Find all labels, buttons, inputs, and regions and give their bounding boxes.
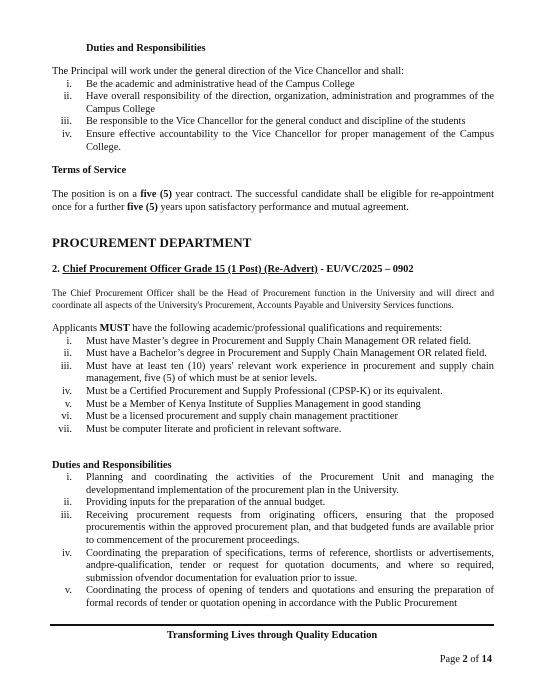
terms-paragraph: The position is on a five (5) year contract. The successful candidate shall be eligible for re-appointment once for a further five (5) years upon satisfactory performance and mutual agreement. — [52, 189, 495, 213]
job-description: The Chief Procurement Officer shall be the Head of Procurement function in the University and will direct and coordinate all aspects of the University's Procurement, Accounts Payable and University Services functions. — [52, 289, 494, 311]
footer-motto: Transforming Lives through Quality Education — [166, 630, 378, 641]
list-item: vi. Must be a licensed procurement and supply chain management practitioner — [61, 411, 398, 423]
list-item: ii. Must have a Bachelor’s degree in Procurement and Supply Chain Management OR related field. — [63, 348, 487, 360]
department-heading: PROCUREMENT DEPARTMENT — [52, 235, 252, 250]
principal-duties-heading: Duties and Responsibilities — [86, 43, 206, 54]
job-duties-heading: Duties and Responsibilities — [52, 460, 172, 471]
list-item: ii. Have overall responsibility of the direction, organization, administration and programmes of the Campus College — [63, 91, 494, 115]
list-item: iii. Be responsible to the Vice Chancellor for the general conduct and discipline of the students — [60, 116, 466, 128]
page-number: Page 2 of 14 — [439, 654, 492, 665]
job-title: 2. Chief Procurement Officer Grade 15 (1 Post) (Re-Advert) - EU/VC/2025 – 0902 — [52, 264, 414, 275]
principal-intro: The Principal will work under the general direction of the Vice Chancellor and shall: — [52, 66, 405, 77]
job-duties-list — [52, 472, 494, 611]
list-item: i. Must have Master’s degree in Procurement and Supply Chain Management OR related field. — [66, 335, 472, 347]
principal-duties-list — [52, 79, 494, 155]
list-item: v. Coordinating the process of opening of tenders and quotations and ensuring the preparation of formal records of tender or quotation opening in accordance with the Public Procurement — [64, 585, 494, 609]
list-item: iv. Coordinating the preparation of specifications, terms of reference, shortlists or advertisements, andpre-qualification, tender or request for quotation documents, and where so required, submission ofvendor documentation for evaluation prior to issue. — [61, 547, 494, 584]
list-item: iii. Receiving procurement requests from originating officers, ensuring that the proposed procurementis within the approved procurement plan, and that budgeted funds are available prior to commencement of the procurement proceedings. — [60, 509, 494, 546]
requirements-intro: Applicants MUST have the following academic/professional qualifications and requirements: — [52, 323, 443, 334]
requirements-section — [52, 323, 494, 436]
list-item: i. Be the academic and administrative head of the Campus College — [66, 78, 355, 90]
list-item: v. Must be a Member of Kenya Institute of Supplies Management in good standing — [64, 398, 421, 410]
terms-heading: Terms of Service — [52, 165, 127, 176]
list-item: iv. Ensure effective accountability to the Vice Chancellor for proper management of the Campus College. — [61, 128, 494, 153]
list-item: i. Planning and coordinating the activities of the Procurement Unit and managing the developmentand implementation of the procurement plan in the University. — [66, 472, 494, 496]
job-title-name: Chief Procurement Officer Grade 15 (1 Post) (Re-Advert) — [62, 264, 318, 275]
requirements-list — [52, 336, 494, 437]
list-item: ii. Providing inputs for the preparation of the annual budget. — [63, 497, 326, 509]
list-item: vii. Must be computer literate and proficient in relevant software. — [58, 423, 342, 435]
footer-divider — [50, 624, 494, 626]
job-duties-section — [52, 472, 494, 611]
list-item: iii. Must have at least ten (10) years' relevant work experience in procurement and supply chain management, five (5) of which must be at senior levels. — [60, 360, 494, 385]
list-item: iv. Must be a Certified Procurement and Supply Professional (CPSP-K) or its equivalent. — [61, 385, 443, 397]
principal-section — [52, 66, 494, 154]
job-reference: - EU/VC/2025 – 0902 — [317, 264, 414, 275]
